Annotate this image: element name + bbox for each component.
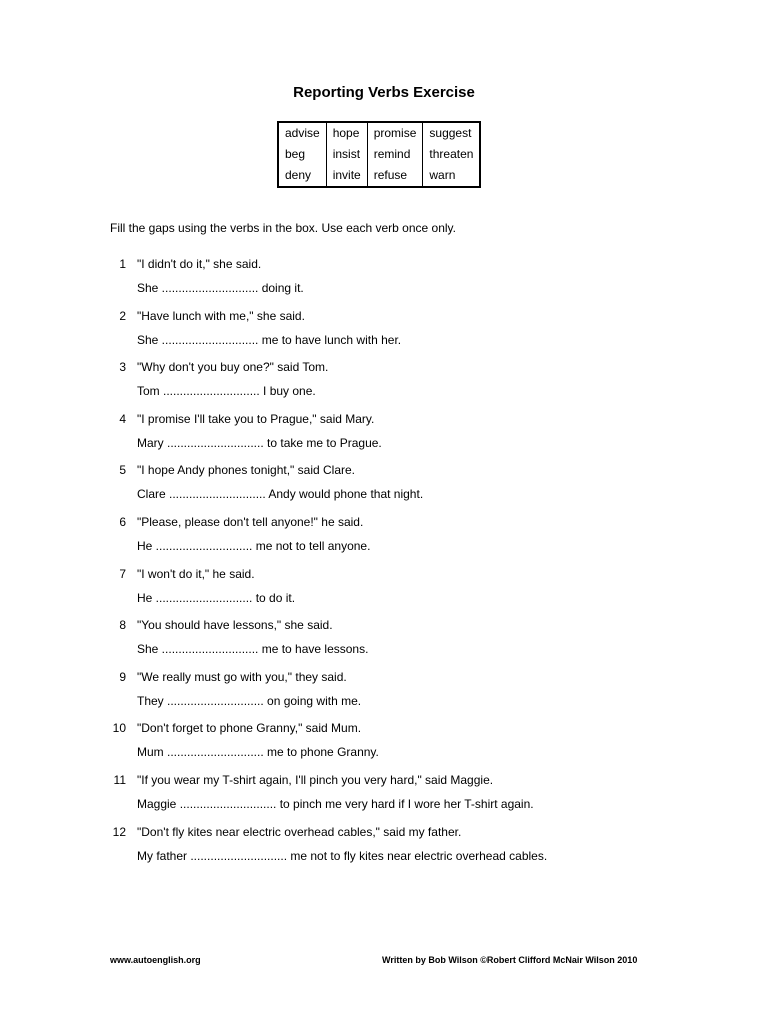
item-quote: "You should have lessons," she said. bbox=[137, 618, 333, 633]
item-quote: "Have lunch with me," she said. bbox=[137, 308, 305, 323]
item-quote: "I won't do it," he said. bbox=[137, 566, 255, 581]
item-answer-line: She ............................. doing it. bbox=[137, 281, 304, 295]
item-answer-line: Clare ............................. Andy would phone that night. bbox=[137, 487, 424, 502]
item-number: 7 bbox=[119, 566, 126, 581]
item-answer-line: Mary ............................. to take me to Prague. bbox=[137, 435, 382, 450]
exercise-item bbox=[0, 463, 768, 515]
verb-cell: threaten bbox=[423, 144, 481, 165]
item-answer-line: She ............................. me to have lunch with her. bbox=[137, 332, 402, 347]
item-number: 10 bbox=[112, 721, 126, 736]
item-quote: "I hope Andy phones tonight," said Clare. bbox=[137, 463, 355, 478]
item-number: 11 bbox=[113, 772, 126, 787]
exercise-item bbox=[0, 773, 768, 825]
item-number: 6 bbox=[119, 514, 126, 529]
item-answer-line: She ............................. me to have lessons. bbox=[137, 642, 369, 657]
verb-cell: remind bbox=[367, 144, 423, 165]
item-quote: "Why don't you buy one?" said Tom. bbox=[137, 360, 329, 375]
exercise-item bbox=[0, 567, 768, 619]
page-title: Reporting Verbs Exercise bbox=[293, 84, 475, 101]
item-number: 2 bbox=[119, 308, 126, 323]
exercise-item bbox=[0, 257, 768, 309]
verb-cell: insist bbox=[326, 144, 367, 165]
exercise-item bbox=[0, 412, 768, 464]
verb-cell: beg bbox=[285, 147, 306, 161]
item-answer-line: Maggie ............................. to pinch me very hard if I wore her T-shirt again. bbox=[137, 796, 534, 811]
item-number: 5 bbox=[119, 463, 126, 478]
verb-cell: warn bbox=[423, 165, 481, 187]
exercise-item bbox=[0, 721, 768, 773]
item-quote: "If you wear my T-shirt again, I'll pinch you very hard," said Maggie. bbox=[137, 772, 494, 787]
item-quote: "We really must go with you," they said. bbox=[137, 669, 347, 684]
verb-cell: promise bbox=[367, 122, 423, 144]
verb-box-row bbox=[278, 122, 480, 144]
item-number: 1 bbox=[119, 257, 126, 271]
instructions: Fill the gaps using the verbs in the box. Use each verb once only. bbox=[110, 221, 456, 235]
verb-cell: refuse bbox=[367, 165, 423, 187]
exercise-item bbox=[0, 309, 768, 361]
item-quote: "Don't fly kites near electric overhead cables," said my father. bbox=[137, 824, 462, 839]
verb-box-row bbox=[278, 165, 480, 187]
item-quote: "I didn't do it," she said. bbox=[137, 257, 262, 271]
item-answer-line: Mum ............................. me to phone Granny. bbox=[137, 745, 379, 760]
exercise-item bbox=[0, 360, 768, 412]
item-quote: "Don't forget to phone Granny," said Mum. bbox=[137, 721, 362, 736]
footer-credit: Written by Bob Wilson ©Robert Clifford McNair Wilson 2010 bbox=[382, 955, 638, 965]
verb-box-row bbox=[278, 144, 480, 165]
item-number: 8 bbox=[119, 618, 126, 633]
exercise-item bbox=[0, 515, 768, 567]
item-number: 3 bbox=[119, 360, 126, 375]
verb-cell: deny bbox=[285, 168, 312, 182]
item-answer-line: He ............................. to do it. bbox=[137, 590, 296, 605]
item-quote: "I promise I'll take you to Prague," said Mary. bbox=[137, 411, 375, 426]
footer-website: www.autoenglish.org bbox=[110, 955, 201, 965]
item-number: 4 bbox=[119, 411, 126, 426]
item-answer-line: They ............................. on going with me. bbox=[137, 693, 362, 708]
item-number: 9 bbox=[119, 669, 126, 684]
exercise-item bbox=[0, 825, 768, 877]
item-answer-line: Tom ............................. I buy one. bbox=[137, 384, 316, 399]
exercise-list bbox=[0, 257, 768, 876]
item-number: 12 bbox=[112, 824, 126, 839]
item-answer-line: My father ............................. me not to fly kites near electric overhead cables. bbox=[137, 848, 548, 863]
verb-box bbox=[277, 121, 481, 188]
exercise-item bbox=[0, 618, 768, 670]
verb-cell: hope bbox=[326, 122, 367, 144]
verb-cell: advise bbox=[285, 126, 320, 140]
verb-cell: invite bbox=[326, 165, 367, 187]
item-answer-line: He ............................. me not to tell anyone. bbox=[137, 538, 371, 553]
verb-cell: suggest bbox=[423, 122, 481, 144]
exercise-item bbox=[0, 670, 768, 722]
item-quote: "Please, please don't tell anyone!" he said. bbox=[137, 514, 364, 529]
